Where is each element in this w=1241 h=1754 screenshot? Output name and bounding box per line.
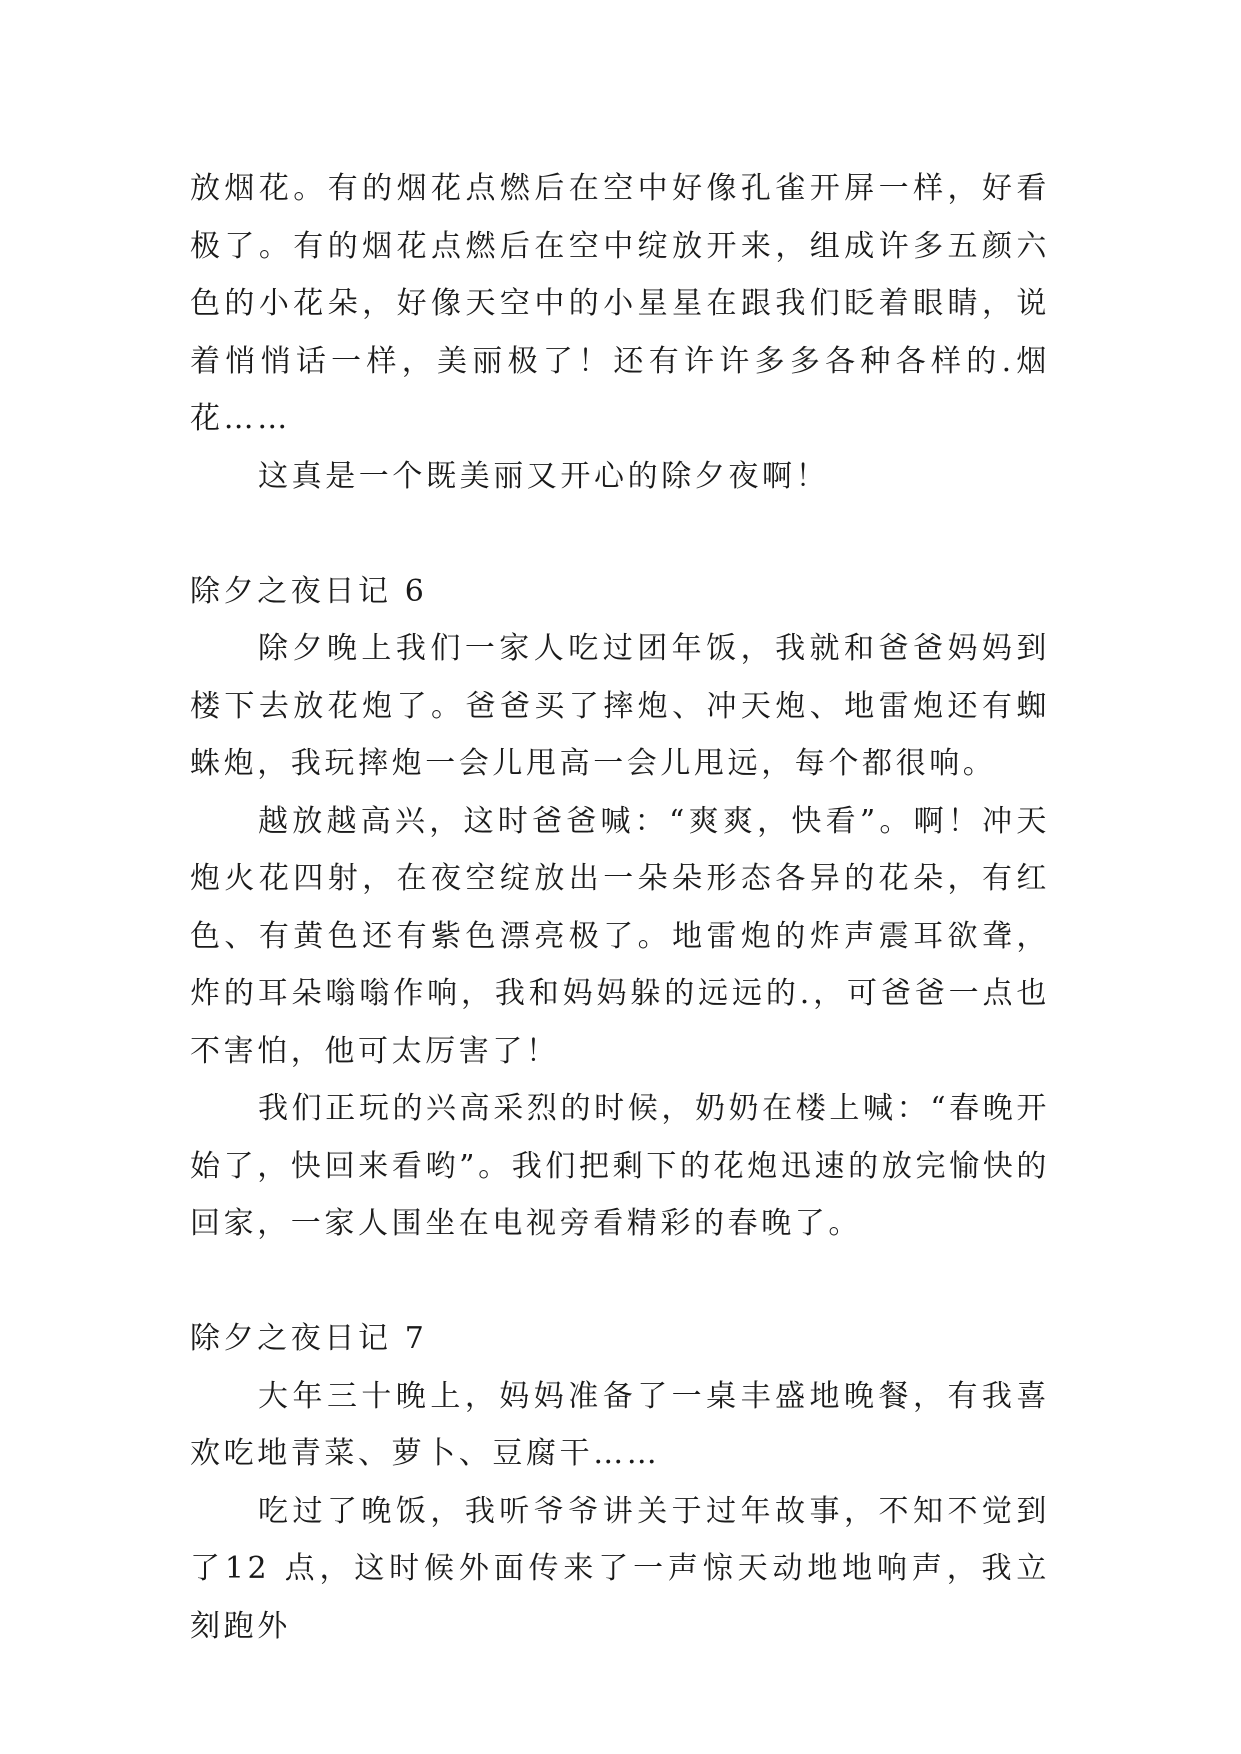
section-title-6: 除夕之夜日记 6 bbox=[190, 573, 428, 609]
paragraph-closing: 这真是一个既美丽又开心的除夕夜啊！ bbox=[258, 458, 830, 494]
paragraph-6-3: 我们正玩的兴高采烈的时候，奶奶在楼上喊：“春晚开始了，快回来看哟”。我们把剩下的花炮迅速的放完愉快的回家，一家人围坐在电视旁看精彩的春晚了。 bbox=[190, 1091, 1050, 1241]
paragraph-7-1: 大年三十晚上，妈妈准备了一桌丰盛地晚餐，有我喜欢吃地青菜、萝卜、豆腐干…… bbox=[190, 1378, 1050, 1471]
paragraph-6-1: 除夕晚上我们一家人吃过团年饭，我就和爸爸妈妈到楼下去放花炮了。爸爸买了摔炮、冲天炮、地雷炮还有蜘蛛炮，我玩摔炮一会儿甩高一会儿甩远，每个都很响。 bbox=[190, 631, 1050, 781]
paragraph-6-2: 越放越高兴，这时爸爸喊：“爽爽，快看”。啊！冲天炮火花四射，在夜空绽放出一朵朵形态各异的花朵，有红色、有黄色还有紫色漂亮极了。地雷炮的炸声震耳欲聋，炸的耳朵嗡嗡作响，我和妈妈躲的远远的.，可爸爸一点也不害怕，他可太厉害了！ bbox=[190, 803, 1050, 1069]
paragraph-7-2: 吃过了晚饭，我听爷爷讲关于过年故事，不知不觉到了12 点，这时候外面传来了一声惊天动地地响声，我立刻跑外 bbox=[190, 1493, 1050, 1644]
paragraph-fireworks: 放烟花。有的烟花点燃后在空中好像孔雀开屏一样，好看极了。有的烟花点燃后在空中绽放开来，组成许多五颜六色的小花朵，好像天空中的小星星在跟我们眨着眼睛，说着悄悄话一样，美丽极了！还有许许多多各种各样的.烟花…… bbox=[190, 171, 1050, 436]
document-body bbox=[190, 160, 1050, 1655]
section-title-7: 除夕之夜日记 7 bbox=[190, 1321, 428, 1356]
